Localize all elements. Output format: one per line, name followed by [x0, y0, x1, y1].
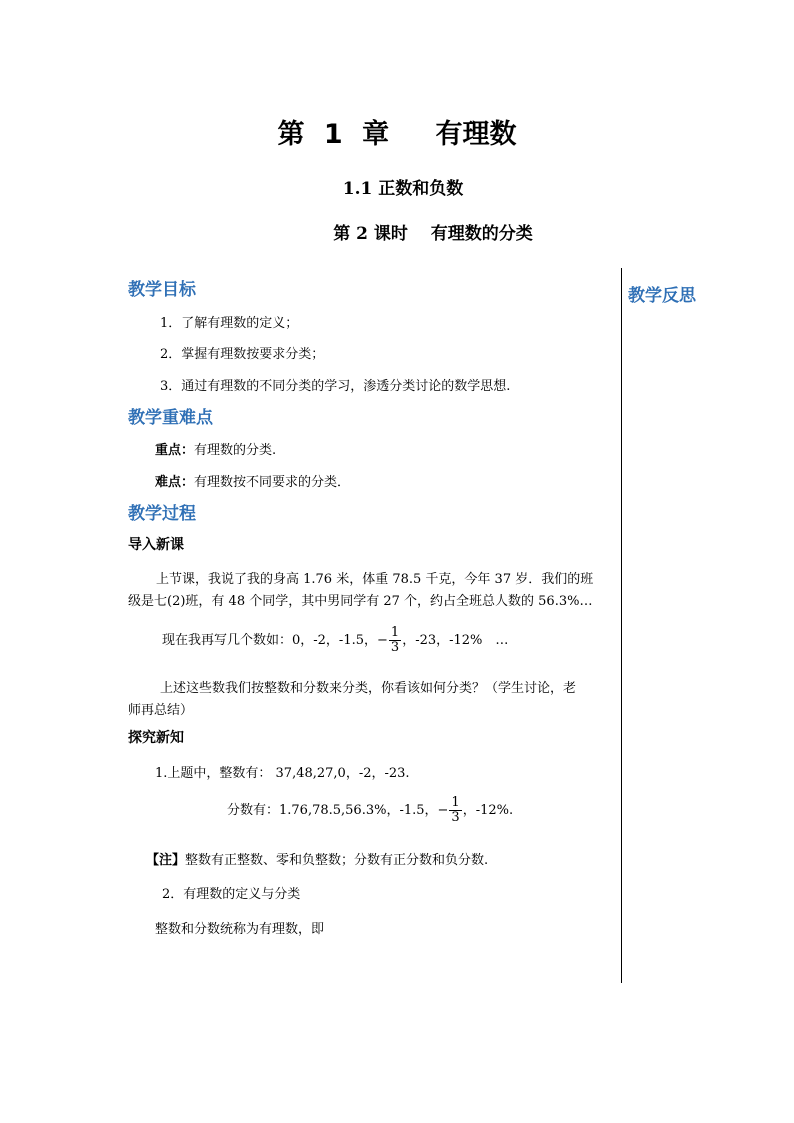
explore-item-2-text: 整数和分数统称为有理数，即 [155, 922, 325, 937]
explore-item-1: 1.上题中，整数有： 37,48,27,0，-2，-23. [155, 766, 410, 781]
objective-item-3: 3．通过有理数的不同分类的学习，渗透分类讨论的数学思想. [160, 379, 511, 394]
difficulty-point [155, 471, 350, 490]
intro-para-1-line-1: 上节课，我说了我的身高 1.76 米，体重 78.5 千克，今年 37 岁．我们的班 [156, 572, 594, 587]
intro-heading: 导入新课 [128, 537, 184, 553]
key-point [155, 439, 276, 458]
intro-para-1-line-2: 级是七(2)班，有 48 个同学，其中男同学有 27 个，约占全班总人数的 56.3%… [128, 594, 593, 609]
objective-item-2: 2．掌握有理数按要求分类； [160, 347, 325, 362]
fraction-denominator-2: 3 [451, 810, 460, 825]
lesson-title: 第 2 课时 有理数的分类 [333, 224, 533, 244]
key-point-text: 有理数的分类. [194, 443, 277, 458]
fraction-one-third-2 [449, 796, 461, 825]
objective-item-1: 1．了解有理数的定义； [160, 316, 299, 331]
fraction-one-third [389, 626, 401, 655]
fractions-prefix: 分数有：1.76,78.5,56.3%，-1.5，− [227, 803, 449, 818]
explore-heading: 探究新知 [128, 730, 184, 746]
fraction-numerator: 1 [390, 625, 400, 640]
key-points-heading: 教学重难点 [128, 408, 213, 428]
fractions-suffix: ，-12%. [462, 803, 514, 818]
intro-para-3-line-2: 师再总结） [128, 703, 194, 718]
chapter-title: 第 1 章 有理数 [277, 119, 517, 150]
column-divider [621, 268, 622, 983]
objectives-heading: 教学目标 [128, 280, 196, 300]
numbers-prefix: 现在我再写几个数如：0，-2，-1.5，− [162, 633, 388, 648]
fractions-line [227, 796, 513, 825]
key-point-label: 重点： [155, 443, 195, 458]
note-label: 【注】 [146, 853, 186, 868]
note-line [146, 849, 488, 868]
numbers-line [162, 626, 508, 655]
process-heading: 教学过程 [128, 504, 196, 524]
fraction-denominator: 3 [390, 640, 400, 655]
fraction-numerator-2: 1 [451, 795, 460, 810]
section-title: 1.1 正数和负数 [342, 179, 464, 199]
note-text: 整数有正整数、零和负整数；分数有正分数和负分数. [185, 853, 489, 868]
reflection-heading: 教学反思 [628, 286, 696, 306]
difficulty-text: 有理数按不同要求的分类． [194, 475, 351, 490]
difficulty-label: 难点： [155, 475, 195, 490]
intro-para-3-line-1: 上述这些数我们按整数和分数来分类，你看该如何分类？（学生讨论，老 [160, 681, 577, 696]
numbers-suffix: ，-23，-12% … [402, 633, 509, 648]
explore-item-2: 2．有理数的定义与分类 [162, 887, 301, 902]
